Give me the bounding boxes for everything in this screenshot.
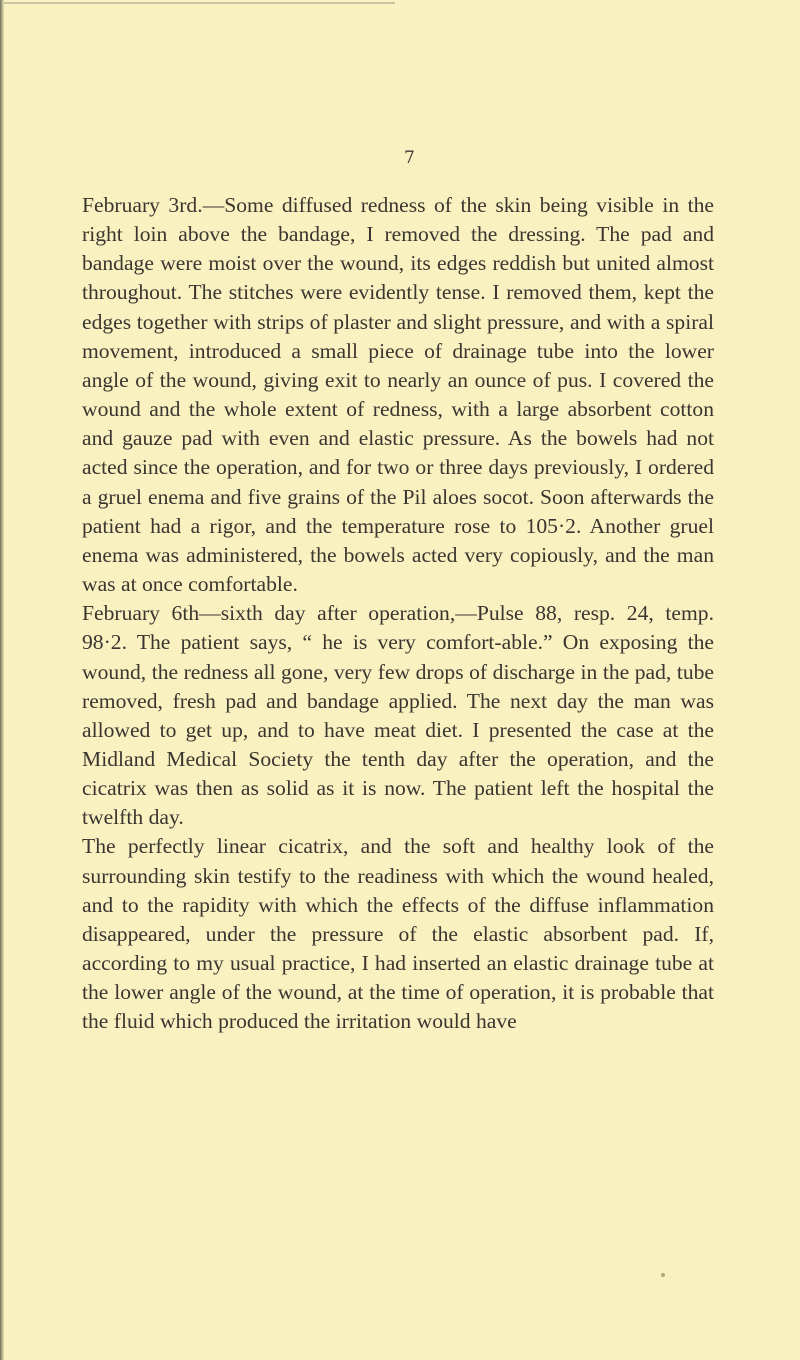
top-rule xyxy=(0,2,395,4)
paragraph-february-3rd: February 3rd.—Some diffused redness of the skin being visible in the right loin above the bandage, I removed the dressing. The pad and bandage were moist over the wound, its edges reddish but united almost throughout. The stitches were evidently tense. I removed them, kept the edges together with strips of plaster and slight pressure, and with a spiral movement, introduced a small piece of drainage tube into the lower angle of the wound, giving exit to nearly an ounce of pus. I covered the wound and the whole extent of redness, with a large absorbent cotton and gauze pad with even and elastic pressure. As the bowels had not acted since the operation, and for two or three days previously, I ordered a gruel enema and five grains of the Pil aloes socot. Soon afterwards the patient had a rigor, and the temperature rose to 105·2. Another gruel enema was administered, the bowels acted very copiously, and the man was at once comfortable. xyxy=(82,193,714,597)
paragraph-february-6th: February 6th—sixth day after operation,—Pulse 88, resp. 24, temp. 98·2. The patient says, “ he is very comfort-able.” On exposing the wound, the redness all gone, very few drops of discharge in the pad, tube removed, fresh pad and bandage applied. The next day the man was allowed to get up, and to have meat diet. I presented the case at the Midland Medical Society the tenth day after the operation, and the cicatrix was then as solid as it is now. The patient left the hospital the twelfth day. xyxy=(82,601,714,830)
page-number: 7 xyxy=(404,148,415,168)
page-left-edge xyxy=(0,0,4,1360)
page-mark xyxy=(661,1273,665,1277)
page-text xyxy=(82,191,714,1037)
paragraph-linear-cicatrix: The perfectly linear cicatrix, and the soft and healthy look of the surrounding skin testify to the readiness with which the wound healed, and to the rapidity with which the effects of the diffuse inflammation disappeared, under the pressure of the elastic absorbent pad. If, according to my usual practice, I had inserted an elastic drainage tube at the lower angle of the wound, at the time of operation, it is probable that the fluid which produced the irritation would have xyxy=(82,834,714,1034)
